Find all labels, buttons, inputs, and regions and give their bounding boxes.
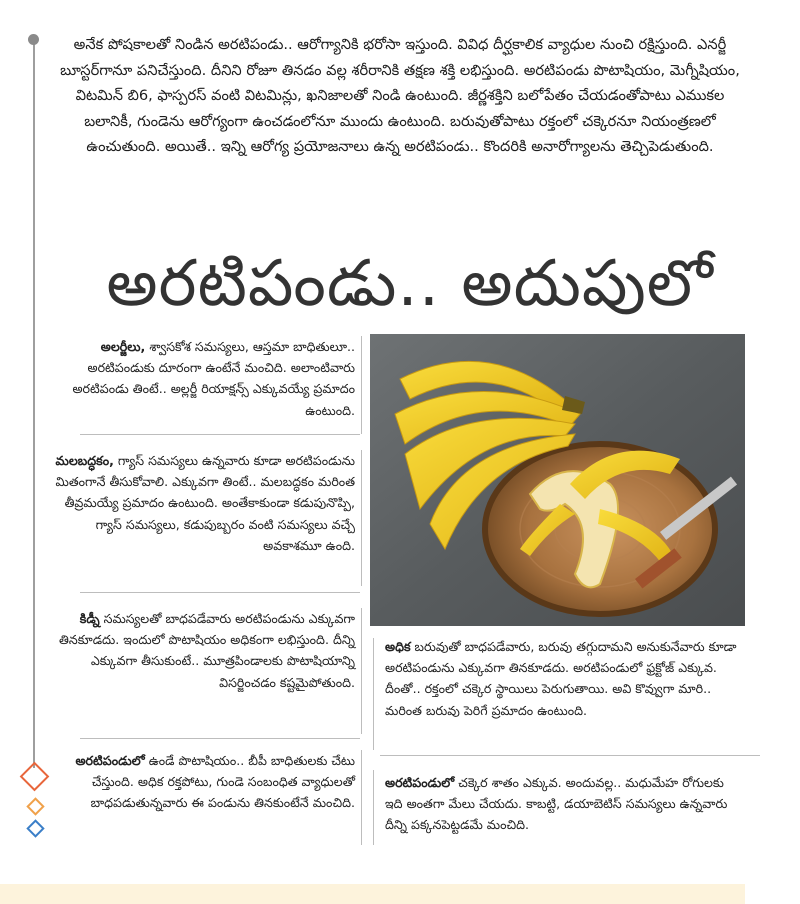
bp-text: ఉండే పొటాషియం.. బీపీ బాధితులకు చేటు చేస్తుంది. అధిక రక్తపోటు, గుండె సంబంధిత వ్యాధులతో బాధపడుతున్నవారు ఈ పండును తినకుంటేనే మంచిది. bbox=[90, 753, 355, 811]
block-divider bbox=[361, 608, 362, 734]
weight-text: బరువుతో బాధపడేవారు, బరువు తగ్గుదామని అనుకునేవారు కూడా అరటిపండును ఎక్కువగా తినకూడదు. అరటిపండులో ఫ్రక్టోజ్ ఎక్కువ. దీంతో.. రక్తంలో చక్కెర స్థాయిలు పెరుగుతాయి. అవి కొవ్వుగా మారి.. మరింత బరువు పెరిగే ప్రమాదం ఉంటుంది. bbox=[385, 639, 737, 718]
block-divider bbox=[361, 450, 362, 586]
constipation-block bbox=[55, 450, 355, 556]
orange-diamond-icon bbox=[20, 762, 50, 792]
separator bbox=[80, 592, 360, 593]
block-divider bbox=[361, 336, 362, 434]
constipation-lead: మలబద్ధకం, bbox=[55, 453, 114, 468]
allergy-lead: అలర్జీలు, bbox=[100, 339, 146, 354]
constipation-text: గ్యాస్ సమస్యలు ఉన్నవారు కూడా అరటిపండును మితంగానే తీసుకోవాలి. ఎక్కువగా తింటే.. మలబద్ధకం మరింత తీవ్రమయ్యే ప్రమాదం ఉంటుంది. అంతేకాకుండా కడుపునొప్పి, గ్యాస్ సమస్యలు, కడుపుబ్బరం వంటి సమస్యలు వచ్చే అవకాశమూ ఉంది. bbox=[55, 453, 355, 553]
banana-photo bbox=[370, 334, 745, 626]
separator bbox=[80, 738, 360, 739]
blue-diamond-icon bbox=[26, 819, 44, 837]
diabetes-lead: అరటిపండులో bbox=[385, 775, 455, 790]
weight-lead: అధిక bbox=[385, 639, 411, 654]
bp-block bbox=[55, 750, 355, 814]
kidney-lead: కిడ్నీ bbox=[79, 611, 100, 626]
allergy-text: శ్వాసకోశ సమస్యలు, ఆస్తమా బాధితులూ.. అరటిపండుకు దూరంగా ఉంటేనే మంచిది. అలాంటివారు అరటిపండు తింటే.. అల్లర్జీ రియాక్షన్స్ ఎక్కువయ్యే ప్రమాదం ఉంటుంది. bbox=[72, 339, 355, 418]
diabetes-block bbox=[385, 772, 745, 836]
footer-bar bbox=[0, 884, 745, 904]
kidney-block bbox=[55, 608, 355, 693]
separator bbox=[380, 755, 760, 756]
weight-block bbox=[385, 636, 745, 721]
block-divider bbox=[373, 638, 374, 750]
kidney-text: సమస్యలతో బాధపడేవారు అరటిపండును ఎక్కువగా తినకూడదు. ఇందులో పొటాషియం అధికంగా లభిస్తుంది. దీన్ని ఎక్కువగా తీసుకుంటే.. మూత్రపిండాలకు పొటాషియాన్ని విసర్జించడం కష్టమైపోతుంది. bbox=[59, 611, 355, 690]
bp-lead: అరటిపండులో bbox=[75, 753, 145, 768]
diabetes-text: చక్కెర శాతం ఎక్కువ. అందువల్ల.. మధుమేహ రోగులకు ఇది అంతగా మేలు చేయదు. కాబట్టి, డయాబెటిస్ సమస్యలు ఉన్నవారు దీన్ని పక్కనపెట్టడమే మంచిది. bbox=[385, 775, 728, 833]
yellow-diamond-icon bbox=[26, 797, 44, 815]
block-divider bbox=[361, 750, 362, 845]
allergy-block bbox=[55, 336, 355, 421]
timeline-dot bbox=[28, 34, 39, 45]
block-divider bbox=[373, 770, 374, 845]
headline: అరటిపండు.. అదుపులో bbox=[106, 247, 714, 321]
separator bbox=[80, 434, 360, 435]
intro-paragraph: అనేక పోషకాలతో నిండిన అరటిపండు.. ఆరోగ్యానికి భరోసా ఇస్తుంది. వివిధ దీర్ఘకాలిక వ్యాధుల నుంచి రక్షిస్తుంది. ఎనర్జీ బూస్టర్‌గానూ పనిచేస్తుంది. దీనిని రోజూ తినడం వల్ల శరీరానికి తక్షణ శక్తి లభిస్తుంది. అరటిపండు పొటాషియం, మెగ్నీషియం, విటమిన్ బి6, ఫాస్పరస్ వంటి విటమిన్లు, ఖనిజాలతో నిండి ఉంటుంది. జీర్ణశక్తిని బలోపేతం చేయడంతోపాటు ఎముకల బలానికీ, గుండెను ఆరోగ్యంగా ఉంచడంలోనూ ముందు ఉంటుంది. బరువుతోపాటు రక్తంలో చక్కెరనూ నియంత్రణలో ఉంచుతుంది. అయితే.. ఇన్ని ఆరోగ్య ప్రయోజనాలు ఉన్న అరటిపండు.. కొందరికి అనారోగ్యాలను తెచ్చిపెడుతుంది. bbox=[60, 36, 740, 156]
timeline-line bbox=[33, 40, 35, 768]
